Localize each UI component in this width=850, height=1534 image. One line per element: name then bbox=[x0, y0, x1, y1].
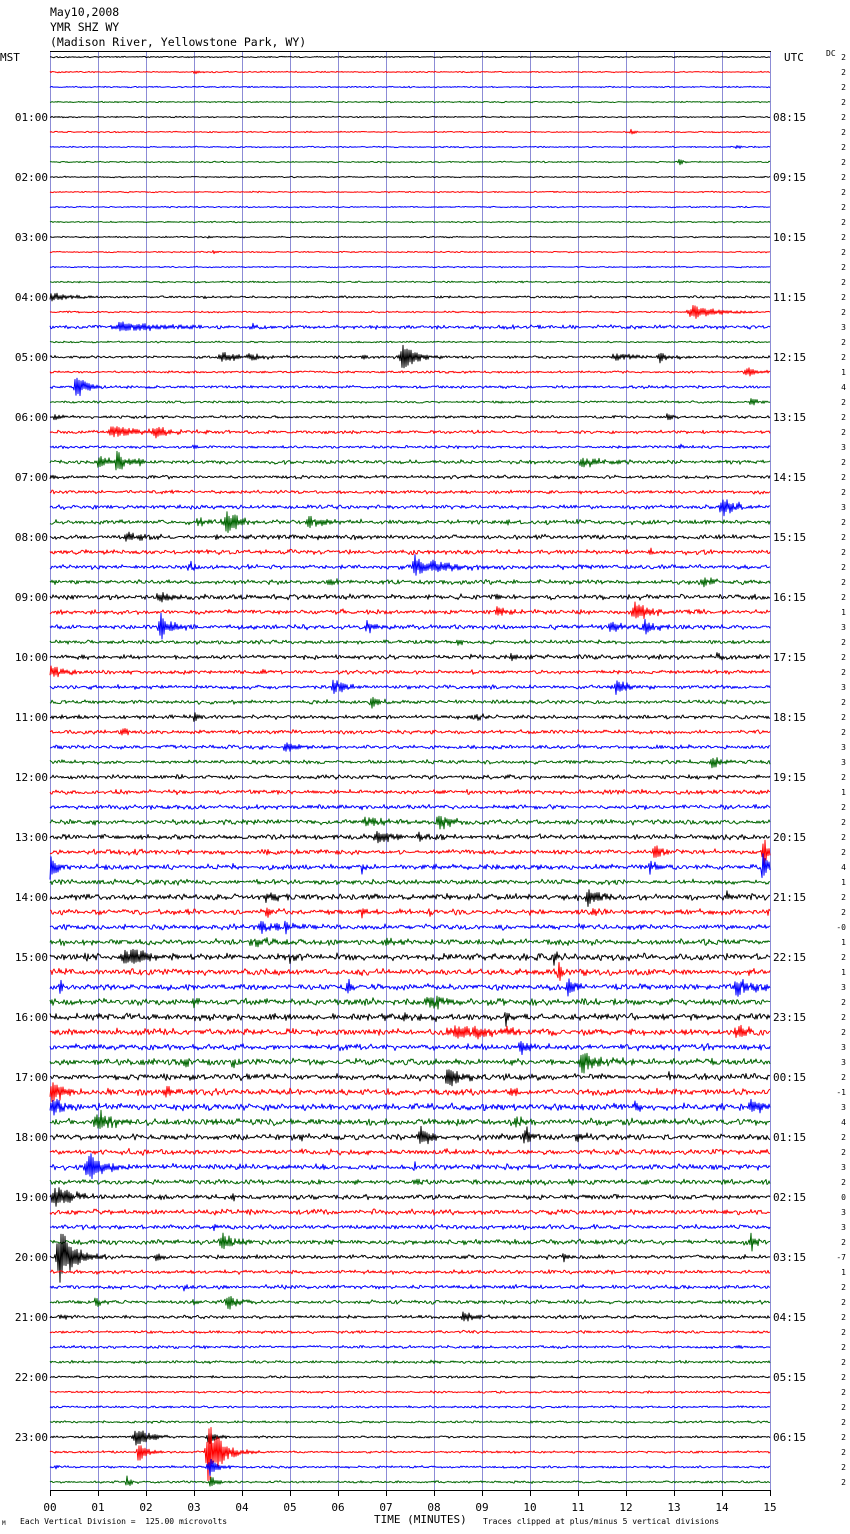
utc-hour-label: 19:15 bbox=[773, 771, 807, 784]
trace bbox=[50, 129, 770, 134]
mst-hour-label: 08:00 bbox=[14, 531, 48, 544]
trace bbox=[50, 921, 770, 934]
mst-hour-label: 10:00 bbox=[14, 651, 48, 664]
dc-value: 2 bbox=[841, 1133, 846, 1142]
dc-value: 2 bbox=[841, 578, 846, 587]
trace bbox=[50, 322, 770, 331]
dc-value: 2 bbox=[841, 53, 846, 62]
dc-value: 1 bbox=[841, 968, 846, 977]
trace bbox=[50, 368, 770, 376]
mst-hour-label: 01:00 bbox=[14, 111, 48, 124]
dc-value: 2 bbox=[841, 1358, 846, 1367]
utc-hour-label: 01:15 bbox=[773, 1131, 807, 1144]
utc-hour-label: 08:15 bbox=[773, 111, 807, 124]
utc-hour-label: 03:15 bbox=[773, 1251, 807, 1264]
trace bbox=[50, 345, 770, 367]
trace bbox=[50, 191, 770, 193]
dc-value: 2 bbox=[841, 1328, 846, 1337]
dc-value: 2 bbox=[841, 1463, 846, 1472]
trace bbox=[50, 729, 770, 735]
trace bbox=[50, 555, 770, 576]
dc-value: 2 bbox=[841, 908, 846, 917]
trace bbox=[50, 399, 770, 405]
clip-note: Traces clipped at plus/minus 5 vertical divisions bbox=[483, 1517, 720, 1526]
dc-value: 2 bbox=[841, 1313, 846, 1322]
trace bbox=[50, 414, 770, 420]
trace bbox=[50, 1391, 770, 1394]
trace bbox=[50, 1110, 770, 1128]
mst-hour-label: 04:00 bbox=[14, 291, 48, 304]
dc-value: 2 bbox=[841, 308, 846, 317]
dc-value: 2 bbox=[841, 338, 846, 347]
dc-value: 2 bbox=[841, 83, 846, 92]
dc-value: 2 bbox=[841, 713, 846, 722]
x-tick-label: 12 bbox=[619, 1501, 633, 1514]
trace bbox=[50, 548, 770, 555]
dc-value: 4 bbox=[841, 863, 846, 872]
trace bbox=[50, 1148, 770, 1155]
trace bbox=[50, 831, 770, 842]
trace bbox=[50, 281, 770, 283]
trace bbox=[50, 1070, 770, 1086]
x-tick-label: 10 bbox=[523, 1501, 537, 1514]
dc-value: 2 bbox=[841, 458, 846, 467]
trace bbox=[50, 804, 770, 809]
dc-value: -1 bbox=[836, 1088, 846, 1097]
trace bbox=[50, 176, 770, 178]
trace bbox=[50, 427, 770, 438]
utc-hour-label: 02:15 bbox=[773, 1191, 807, 1204]
trace bbox=[50, 490, 770, 494]
mst-hour-label: 18:00 bbox=[14, 1131, 48, 1144]
dc-value: 2 bbox=[841, 1298, 846, 1307]
dc-value: 1 bbox=[841, 938, 846, 947]
mst-hour-label: 16:00 bbox=[14, 1011, 48, 1024]
x-tick-label: 09 bbox=[475, 1501, 489, 1514]
utc-hour-label: 00:15 bbox=[773, 1071, 807, 1084]
dc-value: 2 bbox=[841, 263, 846, 272]
trace bbox=[50, 1330, 770, 1333]
location-label: (Madison River, Yellowstone Park, WY) bbox=[50, 35, 307, 49]
date-label: May10,2008 bbox=[50, 5, 120, 19]
station-label: YMR SHZ WY bbox=[50, 20, 120, 34]
dc-column-title: DC bbox=[826, 49, 836, 58]
dc-value: 1 bbox=[841, 788, 846, 797]
dc-value: 2 bbox=[841, 473, 846, 482]
dc-value: 3 bbox=[841, 983, 846, 992]
trace bbox=[50, 602, 770, 619]
utc-hour-label: 17:15 bbox=[773, 651, 807, 664]
dc-value: 3 bbox=[841, 1163, 846, 1172]
trace bbox=[50, 1126, 770, 1143]
dc-value: 2 bbox=[841, 533, 846, 542]
trace bbox=[50, 666, 770, 677]
trace bbox=[50, 1376, 770, 1379]
dc-value: 3 bbox=[841, 1058, 846, 1067]
trace bbox=[50, 1188, 770, 1207]
mst-hour-label: 07:00 bbox=[14, 471, 48, 484]
mst-hour-label: 02:00 bbox=[14, 171, 48, 184]
trace bbox=[50, 908, 770, 918]
trace bbox=[50, 1041, 770, 1054]
mst-hour-label: 20:00 bbox=[14, 1251, 48, 1264]
trace bbox=[50, 1312, 770, 1321]
mst-hour-label: 23:00 bbox=[14, 1431, 48, 1444]
utc-hour-label: 18:15 bbox=[773, 711, 807, 724]
dc-value: 2 bbox=[841, 773, 846, 782]
trace bbox=[50, 475, 770, 479]
utc-hour-label: 20:15 bbox=[773, 831, 807, 844]
trace bbox=[50, 1083, 770, 1102]
trace bbox=[50, 1421, 770, 1424]
trace bbox=[50, 1296, 770, 1309]
corner-mark: M bbox=[2, 1520, 6, 1527]
trace bbox=[50, 578, 770, 587]
x-tick-label: 07 bbox=[379, 1501, 393, 1514]
utc-hour-label: 09:15 bbox=[773, 171, 807, 184]
trace bbox=[50, 1406, 770, 1409]
dc-value: 2 bbox=[841, 563, 846, 572]
utc-hour-label: 14:15 bbox=[773, 471, 807, 484]
x-tick-label: 11 bbox=[571, 1501, 585, 1514]
x-axis-label: TIME (MINUTES) bbox=[374, 1513, 467, 1526]
dc-value: 2 bbox=[841, 1403, 846, 1412]
utc-hour-label: 12:15 bbox=[773, 351, 807, 364]
trace bbox=[50, 1224, 770, 1230]
dc-value: 2 bbox=[841, 593, 846, 602]
mst-hour-label: 15:00 bbox=[14, 951, 48, 964]
dc-value: 2 bbox=[841, 953, 846, 962]
mst-hour-label: 13:00 bbox=[14, 831, 48, 844]
x-tick-label: 00 bbox=[43, 1501, 57, 1514]
dc-value: 4 bbox=[841, 383, 846, 392]
utc-hour-label: 05:15 bbox=[773, 1371, 807, 1384]
trace bbox=[50, 532, 770, 541]
trace bbox=[50, 101, 770, 103]
dc-value: 2 bbox=[841, 143, 846, 152]
mst-hour-label: 17:00 bbox=[14, 1071, 48, 1084]
trace bbox=[50, 774, 770, 779]
dc-value: 3 bbox=[841, 1223, 846, 1232]
dc-value: 3 bbox=[841, 743, 846, 752]
dc-value: 2 bbox=[841, 893, 846, 902]
dc-value: 3 bbox=[841, 443, 846, 452]
utc-hour-label: 13:15 bbox=[773, 411, 807, 424]
dc-value: 3 bbox=[841, 1208, 846, 1217]
utc-hour-label: 21:15 bbox=[773, 891, 807, 904]
mst-hour-label: 19:00 bbox=[14, 1191, 48, 1204]
trace bbox=[50, 160, 770, 165]
trace bbox=[50, 680, 770, 694]
trace bbox=[50, 613, 770, 639]
trace bbox=[50, 743, 770, 751]
dc-value: 2 bbox=[841, 1238, 846, 1247]
dc-value: 1 bbox=[841, 608, 846, 617]
trace bbox=[50, 816, 770, 829]
utc-hour-label: 11:15 bbox=[773, 291, 807, 304]
x-tick-label: 14 bbox=[715, 1501, 729, 1514]
utc-hour-label: 16:15 bbox=[773, 591, 807, 604]
trace bbox=[50, 266, 770, 268]
trace bbox=[50, 500, 770, 516]
dc-value: 3 bbox=[841, 683, 846, 692]
trace bbox=[50, 1154, 770, 1179]
dc-value: 2 bbox=[841, 98, 846, 107]
dc-value: 2 bbox=[841, 1073, 846, 1082]
dc-value: 3 bbox=[841, 323, 846, 332]
trace bbox=[50, 640, 770, 645]
trace bbox=[50, 221, 770, 223]
dc-value: -0 bbox=[836, 923, 846, 932]
trace bbox=[50, 758, 770, 768]
dc-value: 2 bbox=[841, 158, 846, 167]
dc-value: -7 bbox=[836, 1253, 846, 1262]
trace bbox=[50, 713, 770, 722]
trace bbox=[50, 1270, 770, 1275]
trace bbox=[50, 1233, 770, 1251]
utc-hour-label: 23:15 bbox=[773, 1011, 807, 1024]
dc-value: 2 bbox=[841, 68, 846, 77]
trace bbox=[50, 949, 770, 965]
mst-hour-label: 22:00 bbox=[14, 1371, 48, 1384]
dc-value: 2 bbox=[841, 548, 846, 557]
trace bbox=[50, 206, 770, 208]
dc-value: 2 bbox=[841, 488, 846, 497]
dc-value: 2 bbox=[841, 1388, 846, 1397]
trace bbox=[50, 116, 770, 118]
x-tick-label: 15 bbox=[763, 1501, 777, 1514]
x-tick-label: 01 bbox=[91, 1501, 105, 1514]
dc-value: 3 bbox=[841, 1103, 846, 1112]
dc-value: 3 bbox=[841, 1043, 846, 1052]
trace bbox=[50, 1476, 770, 1486]
trace bbox=[50, 444, 770, 449]
dc-value: 2 bbox=[841, 1448, 846, 1457]
dc-value: 2 bbox=[841, 188, 846, 197]
dc-value: 2 bbox=[841, 653, 846, 662]
dc-value: 2 bbox=[841, 113, 846, 122]
dc-value: 2 bbox=[841, 278, 846, 287]
dc-value: 2 bbox=[841, 728, 846, 737]
mst-hour-label: 14:00 bbox=[14, 891, 48, 904]
trace bbox=[50, 890, 770, 907]
trace bbox=[50, 697, 770, 708]
trace bbox=[50, 1285, 770, 1291]
trace bbox=[50, 1099, 770, 1115]
utc-axis-title: UTC bbox=[784, 51, 804, 64]
dc-value: 2 bbox=[841, 218, 846, 227]
trace bbox=[50, 1053, 770, 1073]
dc-value: 2 bbox=[841, 518, 846, 527]
trace bbox=[50, 1427, 770, 1480]
dc-value: 1 bbox=[841, 878, 846, 887]
trace bbox=[50, 71, 770, 74]
dc-value: 2 bbox=[841, 293, 846, 302]
dc-value: 3 bbox=[841, 758, 846, 767]
trace bbox=[50, 378, 770, 395]
trace bbox=[50, 963, 770, 981]
dc-value: 2 bbox=[841, 1343, 846, 1352]
dc-value: 2 bbox=[841, 1178, 846, 1187]
trace bbox=[50, 938, 770, 947]
trace bbox=[50, 293, 770, 301]
trace bbox=[50, 1209, 770, 1215]
trace bbox=[50, 996, 770, 1009]
dc-value: 3 bbox=[841, 503, 846, 512]
mst-axis-title: MST bbox=[0, 51, 20, 64]
dc-value: 4 bbox=[841, 1118, 846, 1127]
mst-hour-label: 21:00 bbox=[14, 1311, 48, 1324]
mst-hour-label: 03:00 bbox=[14, 231, 48, 244]
trace bbox=[50, 341, 770, 343]
utc-hour-label: 04:15 bbox=[773, 1311, 807, 1324]
trace bbox=[50, 653, 770, 661]
trace bbox=[50, 1025, 770, 1039]
trace bbox=[50, 1013, 770, 1027]
x-tick-label: 05 bbox=[283, 1501, 297, 1514]
dc-value: 2 bbox=[841, 668, 846, 677]
trace bbox=[50, 789, 770, 794]
dc-value: 1 bbox=[841, 1268, 846, 1277]
trace bbox=[50, 1431, 770, 1445]
trace bbox=[50, 593, 770, 602]
trace bbox=[50, 305, 770, 318]
x-tick-label: 13 bbox=[667, 1501, 681, 1514]
utc-hour-label: 22:15 bbox=[773, 951, 807, 964]
dc-value: 2 bbox=[841, 638, 846, 647]
label-layer bbox=[15, 53, 846, 1514]
x-tick-label: 04 bbox=[235, 1501, 249, 1514]
x-tick-label: 06 bbox=[331, 1501, 345, 1514]
dc-value: 0 bbox=[841, 1193, 846, 1202]
dc-value: 3 bbox=[841, 623, 846, 632]
dc-value: 2 bbox=[841, 848, 846, 857]
dc-value: 2 bbox=[841, 1418, 846, 1427]
dc-value: 2 bbox=[841, 428, 846, 437]
dc-value: 2 bbox=[841, 1148, 846, 1157]
dc-value: 2 bbox=[841, 998, 846, 1007]
trace bbox=[50, 854, 770, 880]
trace bbox=[50, 1179, 770, 1185]
trace bbox=[50, 236, 770, 238]
trace bbox=[50, 56, 770, 57]
trace bbox=[50, 146, 770, 149]
trace bbox=[50, 512, 770, 533]
dc-value: 2 bbox=[841, 233, 846, 242]
grid-layer bbox=[50, 51, 771, 1496]
trace bbox=[50, 879, 770, 885]
trace bbox=[50, 1459, 770, 1475]
mst-hour-label: 09:00 bbox=[14, 591, 48, 604]
dc-value: 2 bbox=[841, 173, 846, 182]
trace bbox=[50, 840, 770, 864]
dc-value: 2 bbox=[841, 698, 846, 707]
trace bbox=[50, 250, 770, 253]
dc-value: 2 bbox=[841, 833, 846, 842]
dc-value: 2 bbox=[841, 1478, 846, 1487]
trace bbox=[50, 86, 770, 88]
dc-value: 2 bbox=[841, 1373, 846, 1382]
dc-value: 2 bbox=[841, 398, 846, 407]
x-tick-label: 02 bbox=[139, 1501, 153, 1514]
dc-value: 1 bbox=[841, 368, 846, 377]
dc-value: 2 bbox=[841, 1028, 846, 1037]
mst-hour-label: 06:00 bbox=[14, 411, 48, 424]
mst-hour-label: 05:00 bbox=[14, 351, 48, 364]
trace bbox=[50, 1360, 770, 1364]
dc-value: 2 bbox=[841, 128, 846, 137]
trace bbox=[50, 451, 770, 469]
mst-hour-label: 11:00 bbox=[14, 711, 48, 724]
dc-value: 2 bbox=[841, 803, 846, 812]
dc-value: 2 bbox=[841, 353, 846, 362]
dc-value: 2 bbox=[841, 1013, 846, 1022]
utc-hour-label: 10:15 bbox=[773, 231, 807, 244]
utc-hour-label: 06:15 bbox=[773, 1431, 807, 1444]
dc-value: 2 bbox=[841, 1283, 846, 1292]
trace bbox=[50, 1345, 770, 1348]
mst-hour-label: 12:00 bbox=[14, 771, 48, 784]
trace-layer bbox=[50, 56, 770, 1486]
dc-value: 2 bbox=[841, 413, 846, 422]
dc-value: 2 bbox=[841, 1433, 846, 1442]
x-tick-label: 08 bbox=[427, 1501, 441, 1514]
dc-value: 2 bbox=[841, 248, 846, 257]
scale-note: Each Vertical Division = 125.00 microvolts bbox=[20, 1517, 228, 1526]
dc-value: 2 bbox=[841, 203, 846, 212]
trace bbox=[50, 979, 770, 996]
x-tick-label: 03 bbox=[187, 1501, 201, 1514]
dc-value: 2 bbox=[841, 818, 846, 827]
utc-hour-label: 15:15 bbox=[773, 531, 807, 544]
